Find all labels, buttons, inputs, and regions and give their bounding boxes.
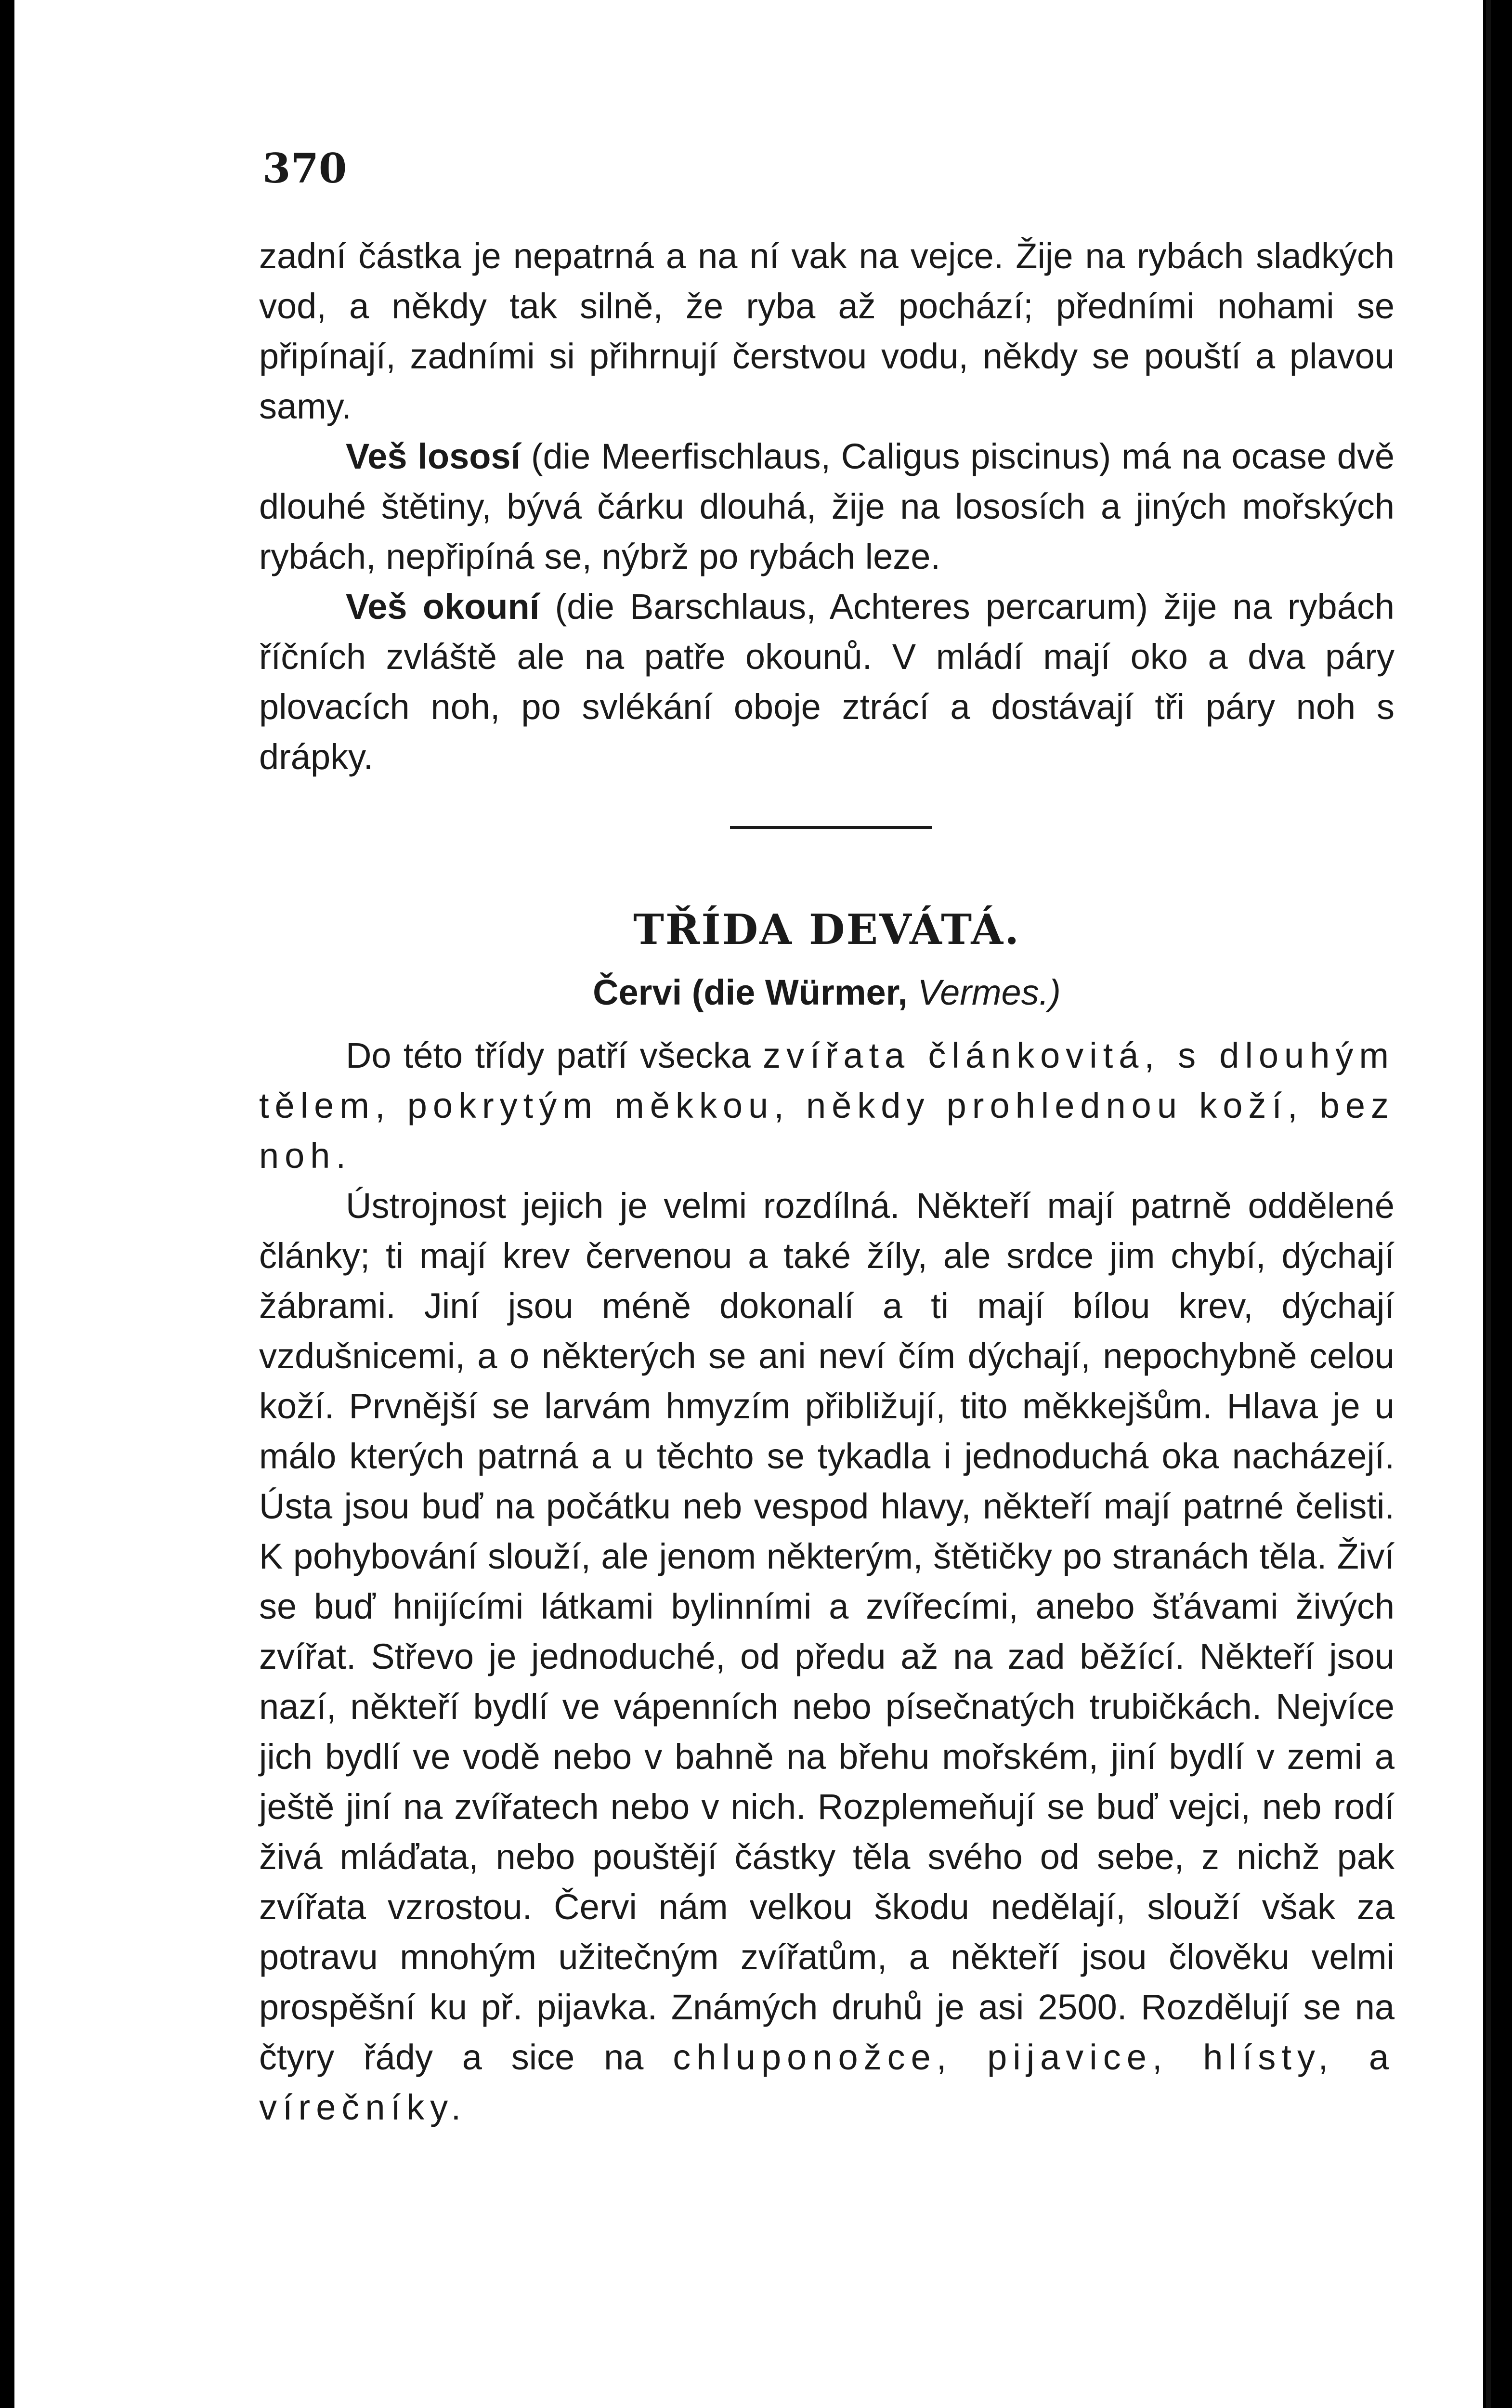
paragraph-definition <box>259 1031 1395 1181</box>
worms-german: (die Würmer, <box>691 972 908 1012</box>
term-perch-louse: Veš okouní <box>346 587 540 627</box>
section-divider <box>730 826 932 829</box>
paragraph-perch-louse <box>259 582 1395 782</box>
definition-start: Do této třídy patří všecka <box>346 1035 751 1075</box>
worms-latin: Vermes.) <box>917 972 1061 1012</box>
page-number: 370 <box>262 144 347 192</box>
term-salmon-louse: Veš lososí <box>346 436 521 476</box>
orders-list: chluponožce, pijavice, hlísty, a vírečníky. <box>259 2037 1395 2127</box>
term-worms: Červi <box>593 972 682 1012</box>
paragraph-salmon-louse <box>259 432 1395 582</box>
anatomy-text: Ústrojnost jejich je velmi rozdílná. Někteří mají patrně oddělené články; ti mají krev červenou a také žíly, ale srdce jim chybí, dýchají žábrami. Jiní jsou méně dokonalí a ti mají bílou krev, dýchají vzdušnicemi, a o některých se ani neví čím dýchají, nepochybně celou koží. Prvnější se larvám hmyzím přibližují, tito měkkejšům. Hlava je u málo kterých patrná a u těchto se tykadla i jednoduchá oka nacházejí. Ústa jsou buď na počátku neb vespod hlavy, někteří mají patrné čelisti. K pohybování slouží, ale jenom některým, štětičky po stranách těla. Živí se buď hnijícími látkami bylinními a zvířecími, anebo šťávami živých zvířat. Střevo je jednoduché, od předu až na zad běžící. Někteří jsou nazí, někteří bydlí ve vápenních nebo písečnatých trubičkách. Nejvíce jich bydlí ve vodě nebo v bahně na břehu mořském, jiní bydlí v zemi a ještě jiní na zvířatech nebo v nich. Rozplemeňují se buď vejci, neb rodí živá mláďata, nebo pouštějí částky těla svého od sebe, z nichž pak zvířata vzrostou. Červi nám velkou škodu nedělají, slouží však za potravu mnohým užitečným zvířatům, a někteří jsou člověku velmi prospěšní ku př. pijavka. Známých druhů je asi 2500. Rozdělují se na čtyry řády a sice na <box>259 1186 1395 2077</box>
book-page <box>14 0 1483 2408</box>
paragraph-intro: zadní částka je nepatrná a na ní vak na vejce. Žije na rybách sladkých vod, a někdy tak silně, že ryba až pochází; předními nohami se připínají, zadními si přihrnují čerstvou vodu, někdy se pouští a plavou samy. <box>259 236 1395 426</box>
section-worms <box>259 1031 1395 2133</box>
salmon-louse-description: (die Meerfischlaus, Caligus piscinus) má na ocase dvě dlouhé štětiny, bývá čárku dlouhá, žije na lososích a jiných mořských rybách, nepřipíná se, nýbrž po rybách leze. <box>259 436 1395 576</box>
section-lice <box>259 231 1395 782</box>
perch-louse-description: (die Barschlaus, Achteres percarum) žije na rybách říčních zvláště ale na patře okounů. V mládí mají oko a dva páry plovacích noh, po svlékání oboje ztrácí a dostávají tři páry noh s drápky. <box>259 587 1395 777</box>
class-subheading <box>259 972 1395 1013</box>
paragraph-anatomy <box>259 1181 1395 2133</box>
page-edge <box>1486 0 1491 2408</box>
definition-spaced: zvířata článkovitá, s dlouhým tělem, pokrytým měkkou, někdy prohlednou koží, bez noh. <box>259 1035 1395 1176</box>
class-heading: TŘÍDA DEVÁTÁ. <box>633 905 1021 954</box>
